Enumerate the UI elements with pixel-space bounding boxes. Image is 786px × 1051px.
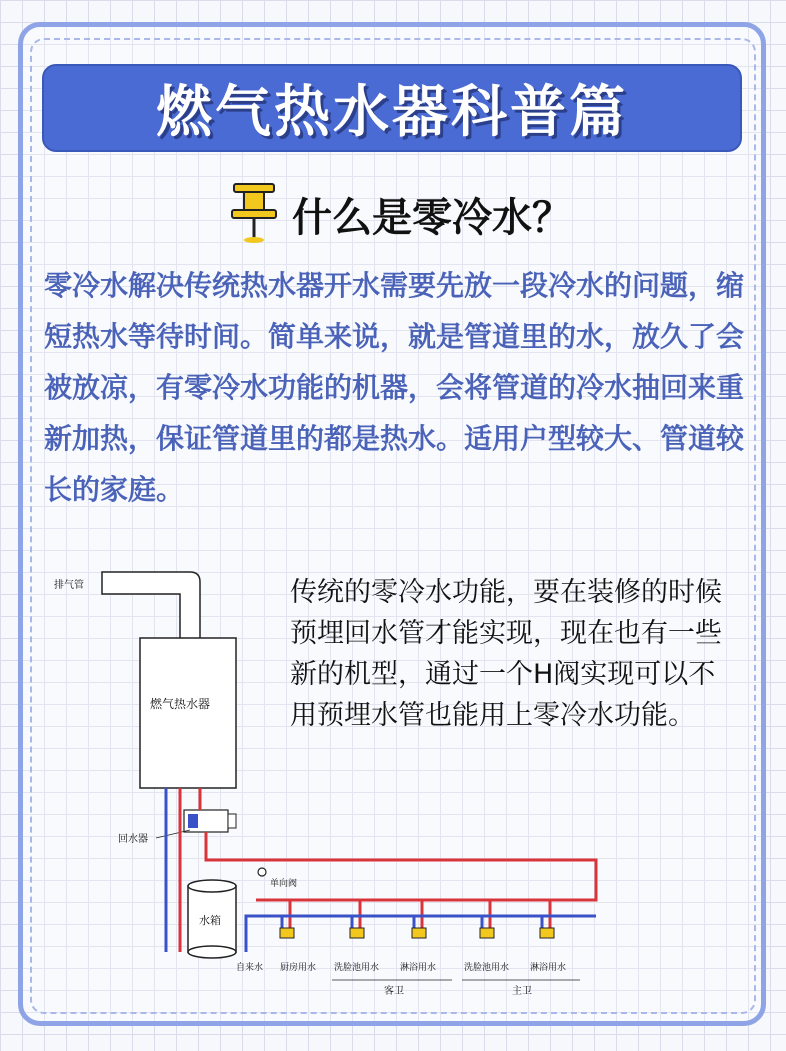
water-heater [140, 638, 236, 788]
label-basin-2: 洗脸池用水 [464, 963, 510, 973]
label-tap-water: 自来水 [236, 963, 264, 973]
zero-cold-water-diagram [40, 560, 600, 1000]
check-valve [258, 868, 266, 876]
label-guest-bath: 客卫 [384, 986, 404, 997]
faucets [280, 928, 554, 938]
return-device [184, 810, 236, 832]
label-master-bath: 主卫 [512, 986, 532, 997]
exhaust-pipe [102, 572, 200, 640]
hot-water-pipes [180, 788, 596, 952]
side-note-paragraph: 传统的零冷水功能，要在装修的时候预埋回水管才能实现，现在也有一些新的机型，通过一个H阀实现可以不用预埋水管也能用上零冷水功能。 [290, 577, 722, 731]
label-kitchen: 厨房用水 [280, 963, 317, 973]
label-shower-2: 淋浴用水 [530, 963, 567, 973]
label-return-device: 回水器 [118, 834, 148, 845]
label-shower-1: 淋浴用水 [400, 963, 437, 973]
label-check-valve: 单向阀 [270, 879, 298, 889]
label-heater: 燃气热水器 [150, 697, 211, 711]
section-title: 什么是零冷水？ [292, 195, 572, 241]
label-exhaust: 排气管 [54, 580, 84, 591]
page-title: 燃气热水器科普篇 [156, 80, 628, 145]
intro-paragraph: 零冷水解决传统热水器开水需要先放一段冷水的问题，缩短热水等待时间。简单来说，就是管道里的水，放久了会被放凉，有零冷水功能的机器，会将管道的冷水抽回来重新加热，保证管道里的都是热水。适用户型较大、管道较长的家庭。 [44, 269, 745, 506]
title-banner [42, 64, 742, 152]
label-tank: 水箱 [199, 914, 221, 927]
label-basin-1: 洗脸池用水 [334, 963, 380, 973]
pushpin-icon [228, 182, 280, 244]
